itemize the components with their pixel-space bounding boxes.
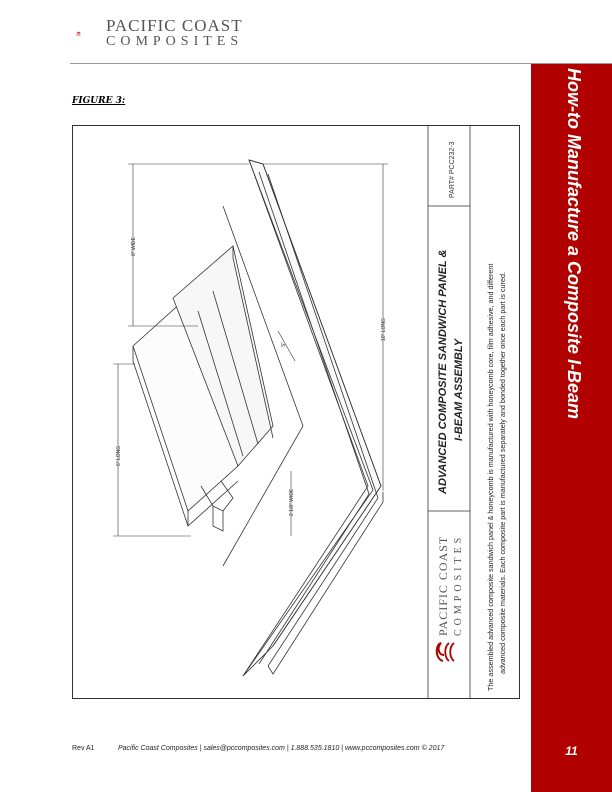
title-block-logo-icon	[437, 643, 454, 661]
title-block-part-number: PART# PCC232-3	[449, 141, 456, 198]
sidebar-title: How-to Manufacture a Composite I-Beam	[564, 68, 584, 420]
logo-brand-line1: PACIFIC COAST	[106, 16, 243, 35]
title-block-company-line1: PACIFIC COAST	[436, 535, 450, 636]
dim-length-short: 6" LONG	[116, 445, 122, 466]
dim-thickness: .5"	[281, 342, 287, 348]
figure-label: FIGURE 3:	[72, 96, 126, 106]
company-logo-icon	[76, 18, 106, 50]
logo-brand-line2: COMPOSITES	[106, 34, 244, 49]
footer-revision: Rev A1	[72, 745, 95, 752]
page-number: 11	[565, 744, 578, 758]
footer-contact: Pacific Coast Composites | sales@pccomposites.com | 1.888.535.1810 | www.pccomposites.com © 2017	[118, 745, 445, 752]
dim-length-long: 10" LONG	[381, 318, 387, 341]
figure-description-line1: The assembled advanced composite sandwich panel & honeycomb is manufactured with honeycomb core, film adhesive, and different	[486, 263, 495, 691]
dim-width-top: 8" WIDE	[131, 237, 137, 256]
sidebar-title-container	[531, 64, 612, 444]
isometric-assembly-drawing	[73, 126, 519, 698]
dim-flange-width: 2 1/8" WIDE	[289, 488, 295, 516]
title-block-title-line1: ADVANCED COMPOSITE SANDWICH PANEL &	[437, 249, 449, 494]
technical-drawing	[72, 125, 520, 699]
figure-description-line2: advanced composite materials. Each composite part is manufactured separately and bonded together once each part is cured.	[498, 272, 507, 674]
title-block-company-line2: COMPOSITES	[453, 533, 464, 636]
title-block-title-line2: I-BEAM ASSEMBLY	[453, 338, 465, 441]
